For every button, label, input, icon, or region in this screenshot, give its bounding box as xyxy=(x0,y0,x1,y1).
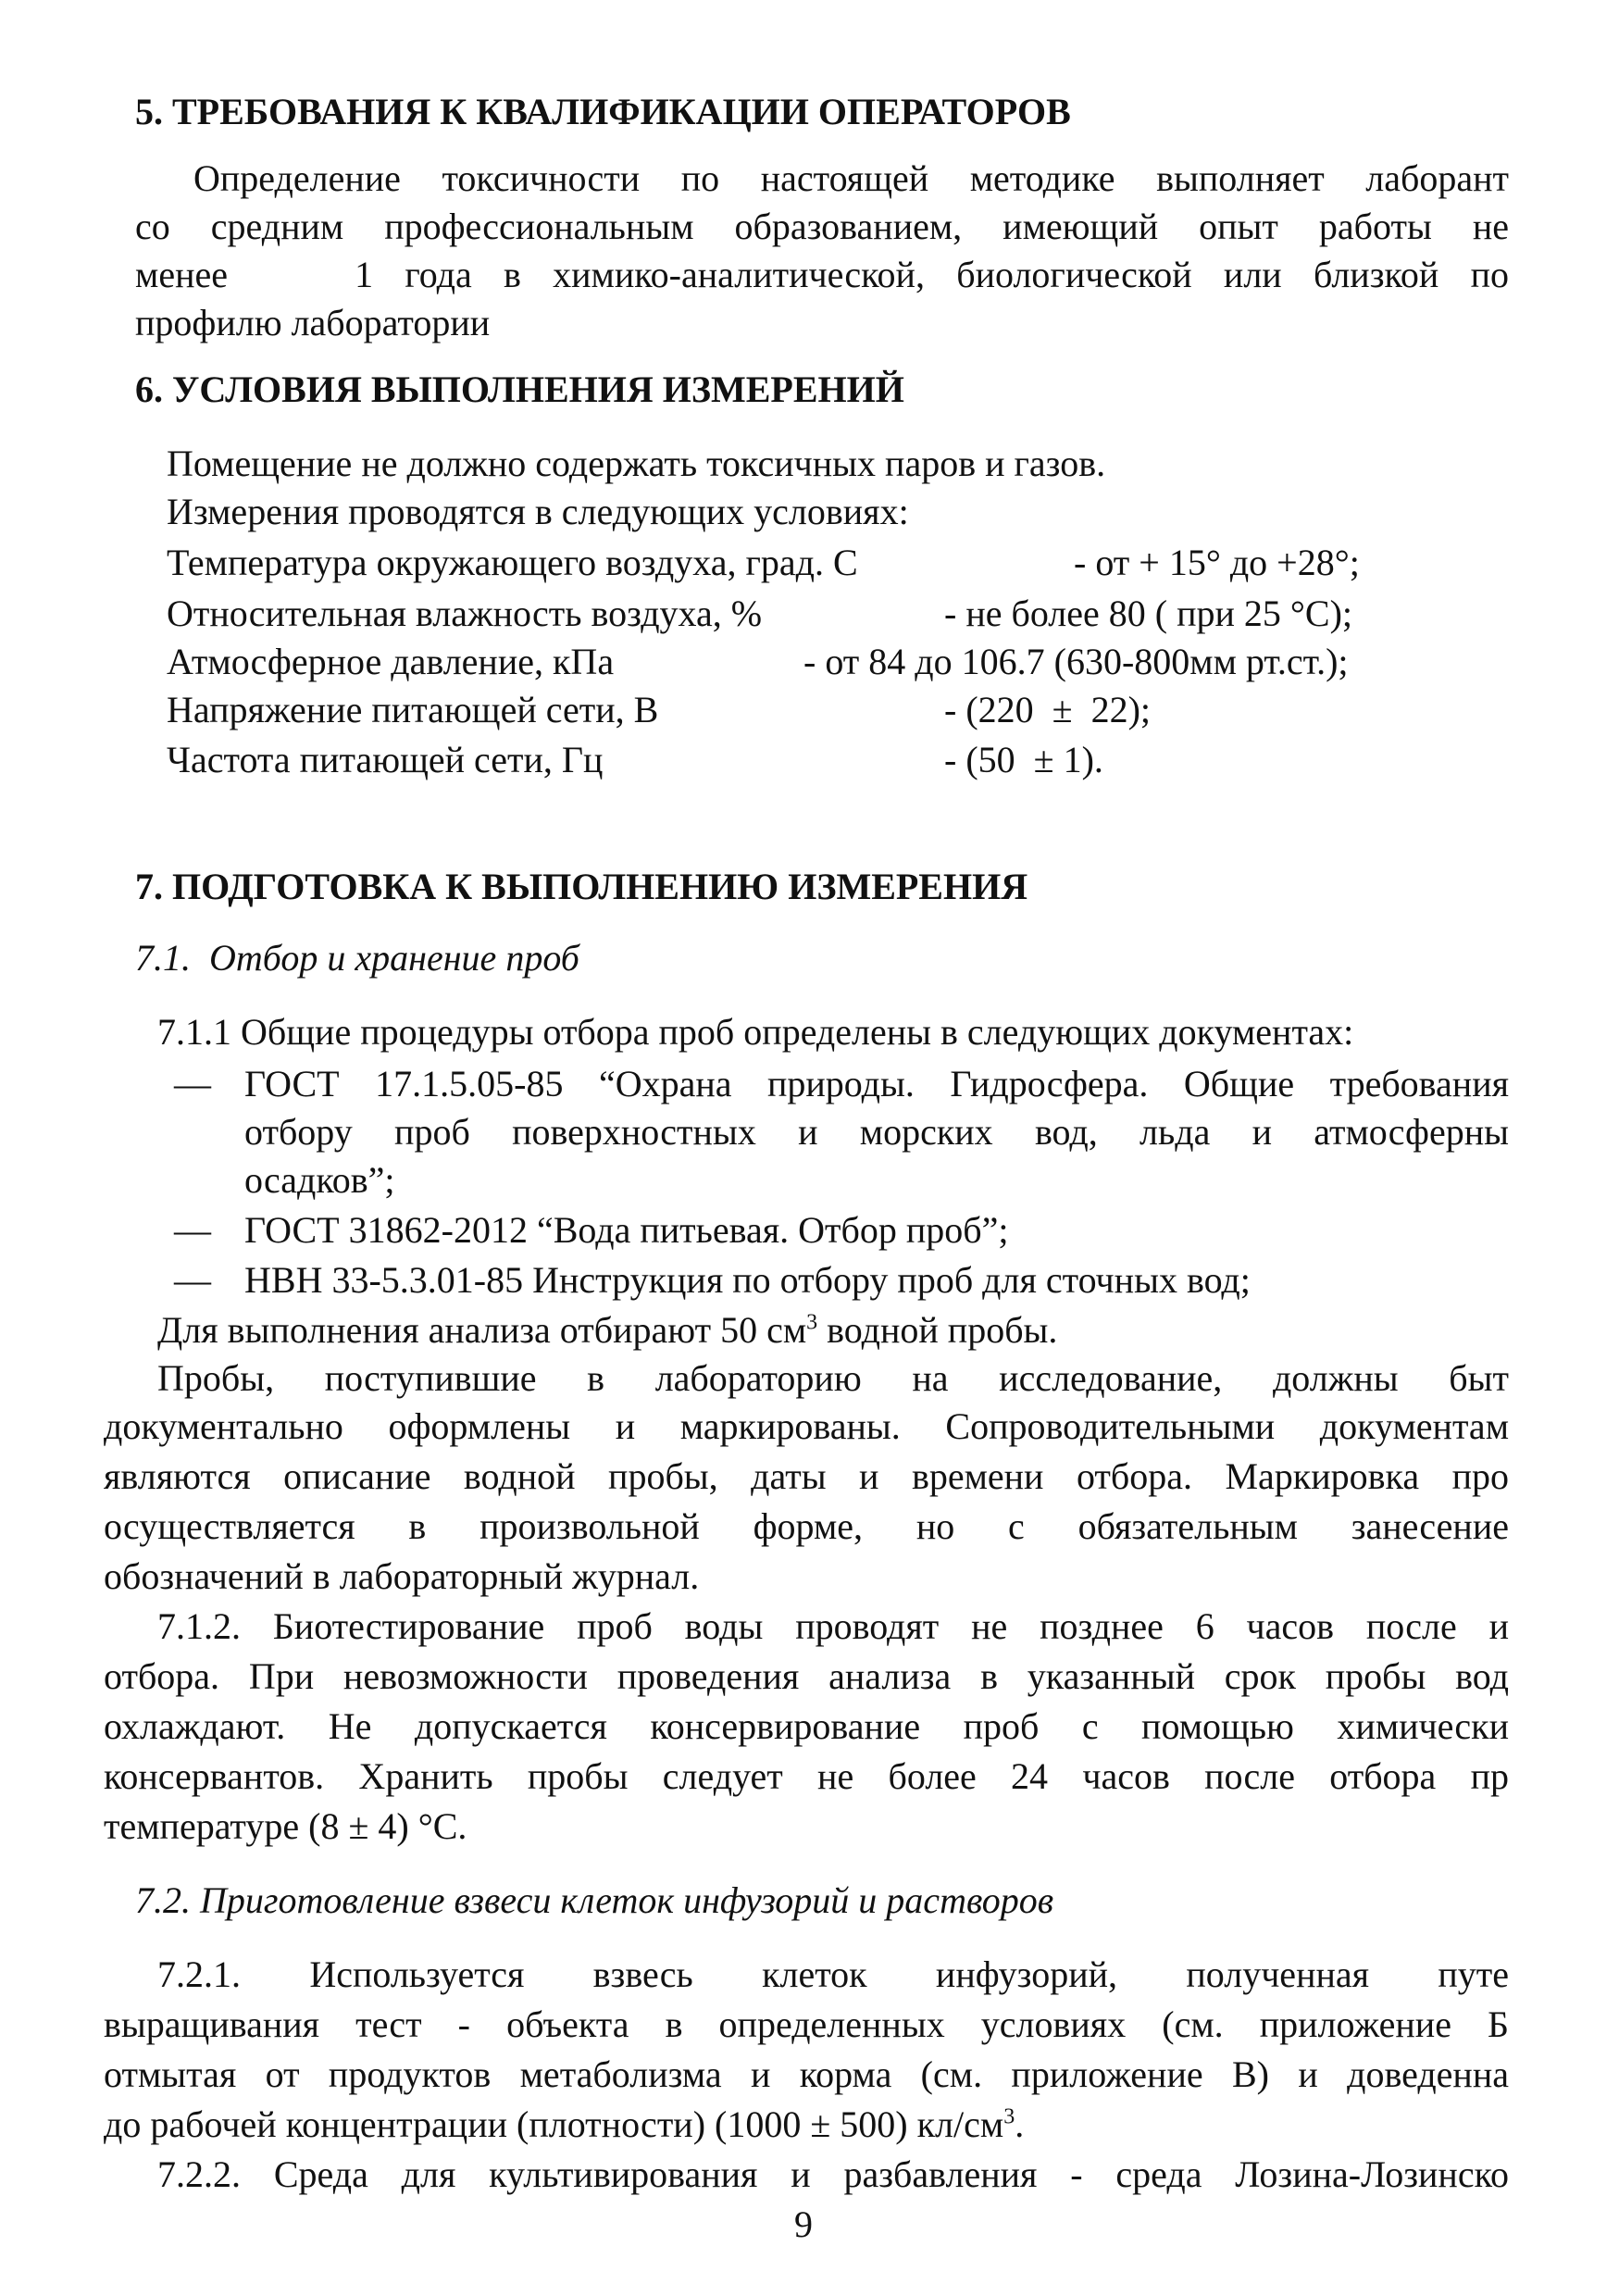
doc-list-item-1-line-3: осадков”; xyxy=(244,1159,395,1201)
sample-volume-line: Для выполнения анализа отбирают 50 $см^3$ водной пробы. xyxy=(157,1309,1058,1351)
doc-list-item-1-line-2: отбору проб поверхностных и морских вод, льда и атмосферны xyxy=(244,1111,1509,1153)
condition-label-voltage: Напряжение питающей сети, В xyxy=(167,689,659,730)
paragraph-7-2-1-line-3: отмытая от продуктов метаболизма и корма (см. приложение В) и доведенна xyxy=(104,2053,1509,2095)
samples-paragraph-line-5: обозначений в лабораторный журнал. xyxy=(104,1555,700,1597)
paragraph-7-1-1: 7.1.1 Общие процедуры отбора проб определены в следующих документах: xyxy=(157,1011,1354,1053)
samples-paragraph-line-4: осуществляется в произвольной форме, но с обязательным занесение xyxy=(104,1505,1509,1547)
condition-label-pressure: Атмосферное давление, кПа xyxy=(167,641,615,682)
condition-value-pressure: - от 84 до 106.7 (630-800мм рт.ст.); xyxy=(803,641,1349,682)
doc-list-item-2: ГОСТ 31862-2012 “Вода питьевая. Отбор проб”; xyxy=(244,1209,1009,1251)
list-dash: — xyxy=(174,1063,211,1104)
paragraph-7-1-2-line-3: охлаждают. Не допускается консервирование проб с помощью химически xyxy=(104,1705,1509,1747)
paragraph-7-1-2-line-4: консервантов. Хранить пробы следует не более 24 часов после отбора пр xyxy=(104,1755,1509,1797)
doc-list-item-3: НВН 33-5.3.01-85 Инструкция по отбору проб для сточных вод; xyxy=(244,1259,1251,1301)
section-6-heading: 6. УСЛОВИЯ ВЫПОЛНЕНИЯ ИЗМЕРЕНИЙ xyxy=(135,368,904,410)
condition-value-temperature: - от + 15° до +28°; xyxy=(1074,542,1360,583)
paragraph-7-1-2-line-1: 7.1.2. Биотестирование проб воды проводят не позднее 6 часов после и xyxy=(157,1605,1509,1647)
section-5-line-1: Определение токсичности по настоящей методике выполняет лаборант xyxy=(193,157,1509,199)
condition-value-humidity: - не более 80 ( при 25 °С); xyxy=(944,593,1353,634)
paragraph-7-1-2-line-5: температуре (8 ± 4) °С. xyxy=(104,1805,467,1847)
list-dash: — xyxy=(174,1209,211,1251)
section-5-line-2: со средним профессиональным образованием, имеющий опыт работы не xyxy=(135,206,1509,247)
section-6-intro-1: Помещение не должно содержать токсичных паров и газов. xyxy=(167,443,1106,484)
condition-value-frequency: - (50 ± 1). xyxy=(944,739,1103,780)
samples-paragraph-line-2: документально оформлены и маркированы. Сопроводительными документам xyxy=(104,1405,1509,1447)
subsection-7-2-title: 7.2. Приготовление взвеси клеток инфузорий и растворов xyxy=(135,1879,1054,1921)
paragraph-7-2-1-line-1: 7.2.1. Используется взвесь клеток инфузорий, полученная путе xyxy=(157,1953,1509,1995)
section-5-heading: 5. ТРЕБОВАНИЯ К КВАЛИФИКАЦИИ ОПЕРАТОРОВ xyxy=(135,91,1071,132)
section-5-line-3: менее 1 года в химико-аналитической, биологической или близкой по xyxy=(135,254,1509,295)
condition-value-voltage: - (220 ± 22); xyxy=(944,689,1152,730)
samples-paragraph-line-3: являются описание водной пробы, даты и времени отбора. Маркировка про xyxy=(104,1455,1509,1497)
page-number: 9 xyxy=(794,2203,813,2245)
condition-label-humidity: Относительная влажность воздуха, % xyxy=(167,593,763,634)
paragraph-7-2-1-line-4: до рабочей концентрации (плотности) (1000 ± 500) $кл/см^3$. xyxy=(104,2103,1025,2145)
section-5-line-4: профилю лаборатории xyxy=(135,302,491,343)
subsection-7-1-title: 7.1. Отбор и хранение проб xyxy=(135,937,579,979)
list-dash: — xyxy=(174,1259,211,1301)
paragraph-7-2-1-line-2: выращивания тест - объекта в определенных условиях (см. приложение Б xyxy=(104,2003,1509,2045)
doc-list-item-1-line-1: ГОСТ 17.1.5.05-85 “Охрана природы. Гидросфера. Общие требования xyxy=(244,1063,1509,1104)
section-7-heading: 7. ПОДГОТОВКА К ВЫПОЛНЕНИЮ ИЗМЕРЕНИЯ xyxy=(135,866,1028,907)
paragraph-7-1-2-line-2: отбора. При невозможности проведения анализа в указанный срок пробы вод xyxy=(104,1655,1509,1697)
paragraph-7-2-2: 7.2.2. Среда для культивирования и разбавления - среда Лозина-Лозинско xyxy=(157,2153,1509,2195)
condition-label-frequency: Частота питающей сети, Гц xyxy=(167,739,604,780)
samples-paragraph-line-1: Пробы, поступившие в лабораторию на исследование, должны быт xyxy=(157,1357,1509,1399)
section-6-intro-2: Измерения проводятся в следующих условиях: xyxy=(167,491,909,532)
condition-label-temperature: Температура окружающего воздуха, град. С xyxy=(167,542,858,583)
